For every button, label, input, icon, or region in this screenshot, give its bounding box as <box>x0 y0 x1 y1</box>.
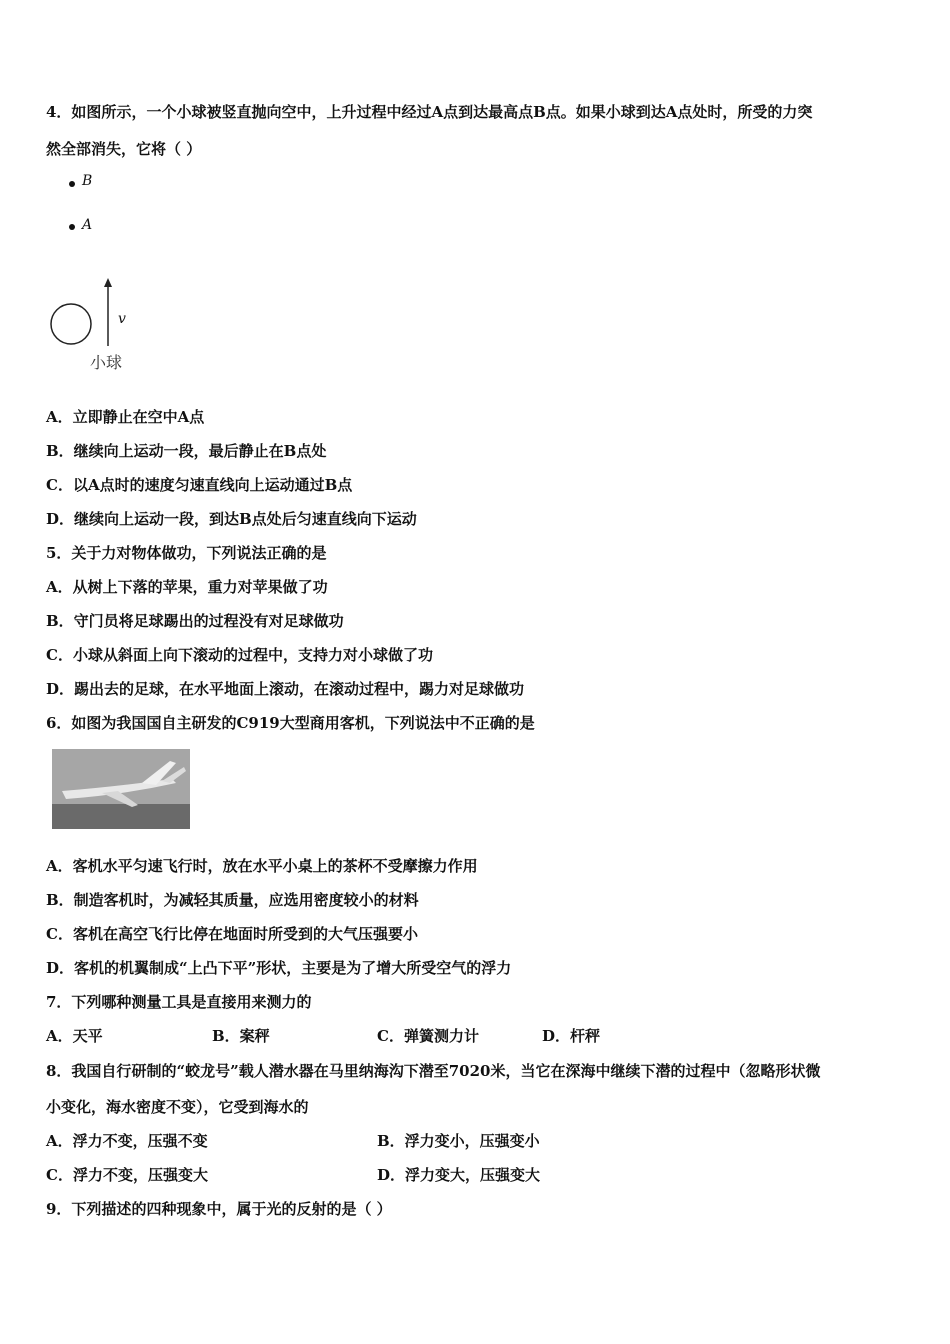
velocity-label: v <box>118 311 126 327</box>
airplane-icon <box>52 749 190 829</box>
q9-stem: 9．下列描述的四种现象中，属于光的反射的是（ ） <box>46 1200 392 1218</box>
ball-circle <box>51 304 91 344</box>
q4-option-a: A．立即静止在空中A点 <box>46 408 205 426</box>
q4-stem-line2: 然全部消失，它将（ ） <box>46 140 202 158</box>
airplane-photo <box>52 749 190 829</box>
point-b-dot <box>69 181 75 187</box>
q8-option-b: B．浮力变小，压强变小 <box>377 1132 540 1150</box>
q8-option-d: D．浮力变大，压强变大 <box>377 1166 541 1184</box>
q4-stem-line1: 4．如图所示，一个小球被竖直抛向空中，上升过程中经过A点到达最高点B点。如果小球到达A点处时，所受的力突 <box>46 103 813 121</box>
q5-option-a: A．从树上下落的苹果，重力对苹果做了功 <box>46 578 328 596</box>
q8-option-c: C．浮力不变，压强变大 <box>46 1166 208 1184</box>
ball-label: 小球 <box>90 353 123 372</box>
q5-option-b: B．守门员将足球踢出的过程没有对足球做功 <box>46 612 344 630</box>
q4-option-d: D．继续向上运动一段，到达B点处后匀速直线向下运动 <box>46 510 417 528</box>
q6-option-a: A．客机水平匀速飞行时，放在水平小桌上的茶杯不受摩擦力作用 <box>46 857 478 875</box>
q4-option-b: B．继续向上运动一段，最后静止在B点处 <box>46 442 327 460</box>
point-a-dot <box>69 224 75 230</box>
q7-option-d: D．杆秤 <box>542 1027 601 1045</box>
q5-option-c: C．小球从斜面上向下滚动的过程中，支持力对小球做了功 <box>46 646 433 664</box>
q6-option-b: B．制造客机时，为减轻其质量，应选用密度较小的材料 <box>46 891 419 909</box>
q6-option-d: D．客机的机翼制成“上凸下平”形状，主要是为了增大所受空气的浮力 <box>46 959 512 977</box>
velocity-arrow-icon <box>100 278 116 350</box>
point-a-label: A <box>82 217 93 233</box>
q7-option-c: C．弹簧测力计 <box>377 1027 479 1045</box>
q7-option-b: B．案秤 <box>212 1027 270 1045</box>
q7-stem: 7．下列哪种测量工具是直接用来测力的 <box>46 993 312 1011</box>
q8-stem-line2: 小变化，海水密度不变），它受到海水的 <box>46 1098 309 1116</box>
q5-stem: 5．关于力对物体做功，下列说法正确的是 <box>46 544 327 562</box>
ball-circle-figure <box>44 278 104 352</box>
point-b-label: B <box>82 173 93 189</box>
q6-stem: 6．如图为我国国自主研发的C919大型商用客机，下列说法中不正确的是 <box>46 714 535 732</box>
q6-option-c: C．客机在高空飞行比停在地面时所受到的大气压强要小 <box>46 925 418 943</box>
q4-option-c: C．以A点时的速度匀速直线向上运动通过B点 <box>46 476 353 494</box>
q8-stem-line1: 8．我国自行研制的“蛟龙号”载人潜水器在马里纳海沟下潜至7020米，当它在深海中继续下潜的过程中（忽略形状微 <box>46 1062 821 1080</box>
q7-option-a: A．天平 <box>46 1027 103 1045</box>
q8-option-a: A．浮力不变，压强不变 <box>46 1132 208 1150</box>
q5-option-d: D．踢出去的足球，在水平地面上滚动，在滚动过程中，踢力对足球做功 <box>46 680 525 698</box>
